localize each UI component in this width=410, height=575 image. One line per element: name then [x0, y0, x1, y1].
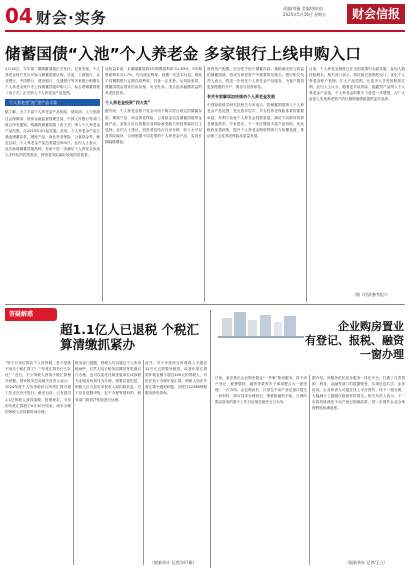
section-divider — [5, 304, 405, 305]
header-meta — [283, 6, 343, 18]
article1-column-4 — [309, 66, 405, 302]
article1-col2-body2: 据介绍，个人养老金账户资金可用于购买符合规定的储蓄存款、理财产品、商业养老保险、公募基金以及储蓄国债等金融产品，参加人可以根据自身风险承受能力和投资偏好自主选择。业内人士建议，投资者应结合自身年龄、收入水平以及风险偏好，合理配置不同类型的个人养老金产品，实现长期稳健增值。 — [105, 109, 202, 144]
article2-col1-body: “每个月单位都扣个人所得税，是不是就不用办个税汇算了？”“年度汇算有什么好处？”近日，不少纳税人咨询个税汇算相关问题。国家税务总局相关负责人表示，2024年度个人所得税综合所得汇算办理工作正在有序进行，截至目前，已有超过1.1亿纳税人获得退税。按照规定，今年的年度汇算将于6月30日结束，尚未办理的纳税人应抓紧时间办理。 — [5, 361, 71, 414]
column-divider — [143, 360, 144, 565]
article1-col2-subhead: 个人养老金投资“四大类” — [105, 100, 151, 106]
article3-source-note: （据新华社 记者/王立） — [345, 560, 388, 565]
main-headline: 储蓄国债“入池”个人养老金 多家银行上线申购入口 — [5, 45, 362, 63]
header-divider — [5, 30, 405, 32]
article1-box-label: 个人养老金“池”里产品丰富 — [5, 99, 100, 106]
article2-source-note: （据新华社 记者/刘开雄） — [150, 560, 197, 565]
article3-column-1 — [215, 375, 307, 565]
article3-headline — [234, 320, 404, 362]
article3-col2-body: 据介绍，该服务依托政务服务一体化平台，打通了自然资源、税务、金融等部门的数据壁垒，实现信息共享、业务协同。企业申请人可通过线上平台预约、线下一窗办理，大幅减少了跑腿次数和材料提交。相关负责人表示，下一步将持续深化不动产登记领域改革，进一步提升企业办事便利度和满意度。 — [312, 376, 405, 411]
article3-headline-line-3: 一窗办理 — [360, 348, 404, 361]
article2-column-1 — [5, 360, 71, 565]
brand-logo: 财会信报 — [347, 4, 405, 24]
column-divider — [73, 360, 74, 565]
article1-col1-body: 据了解，为了丰富个人养老金产品供给，财政部、人力资源社会保障部、国家金融监督管理总局、中国人民银行等部门联合印发通知，明确将储蓄国债（电子式）纳入个人养老金产品范围，自2025年4月起实施。此前，个人养老金产品已涵盖储蓄存款、理财产品、商业养老保险、公募基金等，截至目前，个人养老金产品总数超过900只。业内人士表示，此次新增储蓄国债品种，有助于进一步满足个人养老金参加人多样化的投资需求，特别是风险偏好较低的投资者。 — [5, 110, 100, 158]
article1-column-2 — [105, 66, 202, 302]
column-divider — [204, 66, 205, 302]
column-divider — [309, 375, 310, 565]
article1-source-note: （据《经济参考报》） — [352, 292, 390, 297]
column-divider — [306, 66, 307, 302]
article3-headline-line-1: 企业购房置业 — [338, 320, 404, 333]
article1-col2-body: 从收益来看，本期储蓄国债3年期票面利率为1.63%，5年期票面利率为1.7%，均为固定利率，到期一次还本付息。相较于同期限银行定期存款利率，具备一定优势。从风险来看，储蓄国债由国家信用担保，安全性高，适合追求稳健收益的养老投资者。 — [105, 67, 202, 96]
article2-headline: 超1.1亿人已退税 个税汇算清缴抓紧办 — [60, 322, 199, 352]
article2-column-2 — [75, 360, 141, 565]
page-number: 04 — [5, 4, 33, 28]
article1-col3-body2: 中国财政科学研究院相关专家表示，将储蓄国债纳入个人养老金产品范围，是完善多层次、多支柱养老保险体系的重要举措，有利于拓宽个人养老金投资渠道，满足不同群体的养老储备需求。专家建议，下一步应继续丰富产品供给，优化税收优惠政策，提升个人养老金制度的吸引力和覆盖面，推动第三支柱养老保险高质量发展。 — [207, 103, 304, 138]
section-name: 财会·实务 — [36, 9, 107, 27]
header-meta-line: 2025年5月16日 星期五 — [283, 12, 327, 17]
article-divider — [210, 310, 211, 568]
article1-intro: 4月16日，今年第二期储蓄国债正式发行。记者发现，个人养老金账户首次可参与储蓄国债认购。目前，工商银行、农业银行、中国银行、建设银行、交通银行等多家银行相继在个人养老金账户中上线储蓄国债申购入口，标志着储蓄国债（电子式）正式纳入个人养老金产品范围。 — [5, 67, 100, 96]
article2-col2-body: 税务部门提醒，纳税人可以通过个人所得税APP、自然人电子税务局网站等渠道自行办理，也可以委托任职受雇单位或涉税专业服务机构代为办理。需要注意的是，纳税人应当如实申报收入和扣除信息，对于存在虚假申报、拒不办理等情形的，税务部门将依法依规进行处理。 — [75, 361, 141, 402]
article1-column-1 — [5, 66, 100, 302]
article1-col3-subhead: 有关专家解读加快推动个人养老金发展 — [207, 94, 275, 100]
qa-tag-badge: 答疑解惑 — [5, 308, 57, 321]
header-meta-line: 责编/刘薇 美编/唐炫煊 — [283, 6, 323, 11]
article3-col1-body: 日前，某市推出企业购房置业“一件事”集成服务，将不动产登记、税费缴纳、融资贷款等多个事项整合为一窗受理、一次办结。企业购房后，只需在不动产登记窗口提交一套材料，即可同步办理登记、报税和融资手续，办理时限由原来的数个工作日压缩至最快当日办结。 — [215, 376, 307, 405]
article2-col3-body: 此外，对于年度综合所得收入不超过12万元且需要补税的，或者年度汇算需补税金额不超过400元的纳税人，可依法免于办理年度汇算。纳税人如在年度汇算中遇到问题，可拨打12366纳税服务热线咨询。 — [145, 361, 207, 396]
column-divider — [102, 66, 103, 302]
article3-headline-line-2: 有登记、报税、融资 — [305, 334, 404, 347]
article1-col4-body: 目前，个人养老金制度已在全国范围内全面实施，参加人数持续增长。相关部门表示，将持续完善制度设计，优化个人养老金账户管理，扩大产品范围，让更多人享受到制度红利。业内人士认为，随着更多低风险、稳健型产品纳入个人养老金产品池，个人养老金的吸引力将进一步增强，为广大参加人实现养老资产的长期保值增值提供更多选择。 — [309, 67, 405, 102]
article3-column-2 — [312, 375, 405, 555]
article1-col3-body: 度的资产配置。安全性不低于储蓄存款，兼顾流动性与收益的储蓄国债，将成为养老资产中重要的压舱石。银行相关负责人表示，将进一步优化个人养老金产品服务，为客户提供更加便捷的开户、缴存与投资体验。 — [207, 67, 304, 90]
article2-column-3 — [145, 360, 207, 555]
article1-column-3 — [207, 66, 304, 302]
page-header — [0, 0, 410, 34]
